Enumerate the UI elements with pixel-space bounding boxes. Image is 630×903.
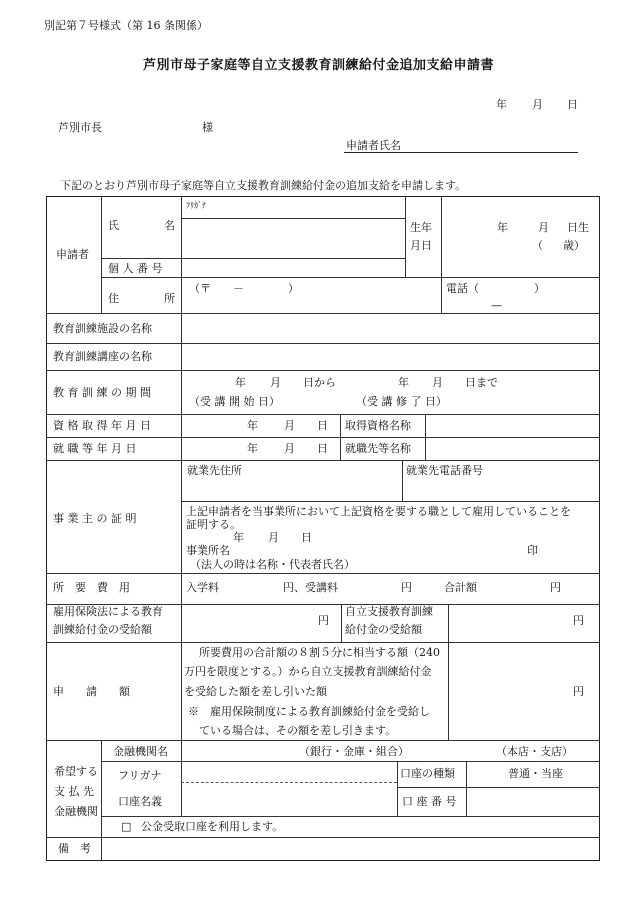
course-fee-label: 円、受講料 (283, 581, 338, 594)
applicant-name-underline[interactable] (344, 152, 578, 153)
course-fee-yen: 円 (401, 581, 412, 594)
employment-insurance-label-2: 訓練給付金の受給額 (53, 623, 152, 636)
furigana-account-label: フリガナ (118, 769, 162, 782)
employment-insurance-yen: 円 (318, 614, 329, 627)
request-line-2: 万円を限度とする。）から自立支援教育訓練給付金 (184, 665, 432, 678)
total-yen: 円 (550, 581, 561, 594)
age-open: （ (532, 239, 543, 252)
cert-text-2: 証明する。 (186, 518, 241, 531)
period-label: 教 育 訓 練 の 期 間 (53, 386, 151, 399)
account-number-field[interactable] (467, 789, 599, 815)
phone-label: 電話（ ） (446, 282, 545, 295)
self-support-label-1: 自立支援教育訓練 (345, 605, 433, 618)
bank-section-3: 金融機関 (54, 805, 98, 818)
addressee: 芦別市長 (58, 121, 102, 134)
facility-label: 教育訓練施設の名称 (53, 322, 152, 335)
period-to-year: 年 (398, 376, 409, 389)
period-from-year: 年 (235, 376, 246, 389)
cert-text-1: 上記申請者を当事業所において上記資格を要する職として雇用していることを (186, 505, 571, 518)
cert-month: 月 (268, 531, 279, 544)
course-label: 教育訓練講座の名称 (53, 350, 152, 363)
date-year: 年 (496, 98, 507, 111)
address-label-1: 住 (108, 292, 119, 305)
birth-year: 年 (497, 221, 508, 234)
costs-label: 所 要 費 用 (53, 581, 130, 594)
name-label-2: 名 (164, 219, 175, 232)
cert-year: 年 (233, 531, 244, 544)
address-label-2: 所 (164, 292, 175, 305)
request-line-3: を受給した額を差し引いた額 (184, 685, 327, 698)
qualification-name-label: 取得資格名称 (345, 419, 411, 432)
age-close: 歳） (563, 239, 585, 252)
form-title: 芦別市母子家庭等自立支援教育訓練給付金追加支給申請書 (143, 58, 495, 73)
admission-label: 入学料 (186, 581, 219, 594)
mynumber-field[interactable] (182, 259, 404, 276)
acquired-label: 資 格 取 得 年 月 日 (53, 419, 151, 432)
period-to-month: 月 (432, 376, 443, 389)
public-account-checkbox[interactable]: □ (121, 820, 132, 833)
qualification-name-field[interactable] (426, 415, 599, 436)
postal-code: （〒 － ） (189, 282, 299, 295)
public-account-label: 公金受取口座を利用します。 (141, 820, 284, 833)
period-end-note: （受 講 修 了 日） (356, 395, 447, 408)
name-field[interactable] (182, 219, 404, 257)
furigana-label: ﾌﾘｶﾞﾅ (186, 201, 206, 210)
addressee-sama: 様 (202, 121, 213, 134)
date-month: 月 (532, 98, 543, 111)
employer-name-label: 就職先等名称 (345, 442, 411, 455)
account-name-label: 口座名義 (118, 795, 162, 808)
account-number-label: 口 座 番 号 (402, 795, 457, 808)
employment-year: 年 (247, 442, 258, 455)
bank-types: （銀行・金庫・組合） (299, 745, 409, 758)
request-label: 申 請 額 (53, 685, 130, 698)
bank-name-label: 金融機関名 (113, 745, 168, 758)
form-number: 別記第７号様式（第 16 条関係） (44, 19, 208, 32)
request-line-5: ている場合は、その額を差し引きます。 (199, 724, 397, 737)
request-line-4: ※ 雇用保険制度による教育訓練給付金を受給し (188, 705, 430, 718)
employment-month: 月 (284, 442, 295, 455)
employment-insurance-label-1: 雇用保険法による教育 (53, 605, 163, 618)
name-label-1: 氏 (108, 219, 119, 232)
account-name-field[interactable] (182, 784, 396, 815)
account-type-label: 口座の種類 (400, 767, 455, 780)
cert-day: 日 (301, 531, 312, 544)
period-from-month: 月 (270, 376, 281, 389)
work-phone-label: 就業先電話番号 (406, 464, 483, 477)
seal-mark: 印 (527, 544, 538, 557)
self-support-label-2: 給付金の受給額 (345, 623, 422, 636)
account-types[interactable]: 普通・当座 (508, 767, 563, 780)
request-yen: 円 (573, 685, 584, 698)
period-start-note: （受 講 開 始 日） (189, 395, 280, 408)
bank-section-1: 希望する (54, 765, 98, 778)
employer-cert-label: 事 業 主 の 証 明 (53, 512, 137, 525)
employment-day: 日 (317, 442, 328, 455)
remarks-field[interactable] (102, 838, 599, 860)
acquired-month: 月 (284, 419, 295, 432)
period-to-day: 日まで (465, 376, 498, 389)
birth-month: 月 (538, 221, 549, 234)
period-from-day: 日から (303, 376, 336, 389)
request-line-1: 所要費用の合計額の８割５分に相当する額（240 (199, 646, 440, 659)
branch-types: （本店・支店） (496, 745, 573, 758)
corporation-note: （法人の時は名称・代表者氏名） (190, 558, 355, 571)
mynumber-label: 個 人 番 号 (108, 262, 163, 275)
applicant-section-label: 申請者 (56, 248, 89, 261)
self-support-yen: 円 (573, 614, 584, 627)
bank-section-2: 支 払 先 (54, 785, 94, 798)
facility-field[interactable] (182, 314, 599, 342)
acquired-year: 年 (247, 419, 258, 432)
applicant-name-label: 申請者氏名 (346, 139, 401, 152)
employer-name-field[interactable] (426, 438, 599, 459)
office-name-label: 事業所名 (186, 544, 230, 557)
total-label: 合計額 (444, 581, 477, 594)
date-day: 日 (567, 98, 578, 111)
remarks-label: 備 考 (58, 842, 91, 855)
work-address-label: 就業先住所 (187, 464, 242, 477)
phone-dash: — (491, 299, 502, 312)
employment-label: 就 職 等 年 月 日 (53, 442, 137, 455)
course-field[interactable] (182, 344, 599, 369)
acquired-day: 日 (317, 419, 328, 432)
furigana-account-field[interactable] (182, 762, 396, 781)
birth-day: 日生 (567, 221, 589, 234)
birth-label-2: 月日 (410, 239, 432, 252)
intro-text: 下記のとおり芦別市母子家庭等自立支援教育訓練給付金の追加支給を申請します。 (60, 179, 467, 192)
birth-label-1: 生年 (410, 221, 432, 234)
